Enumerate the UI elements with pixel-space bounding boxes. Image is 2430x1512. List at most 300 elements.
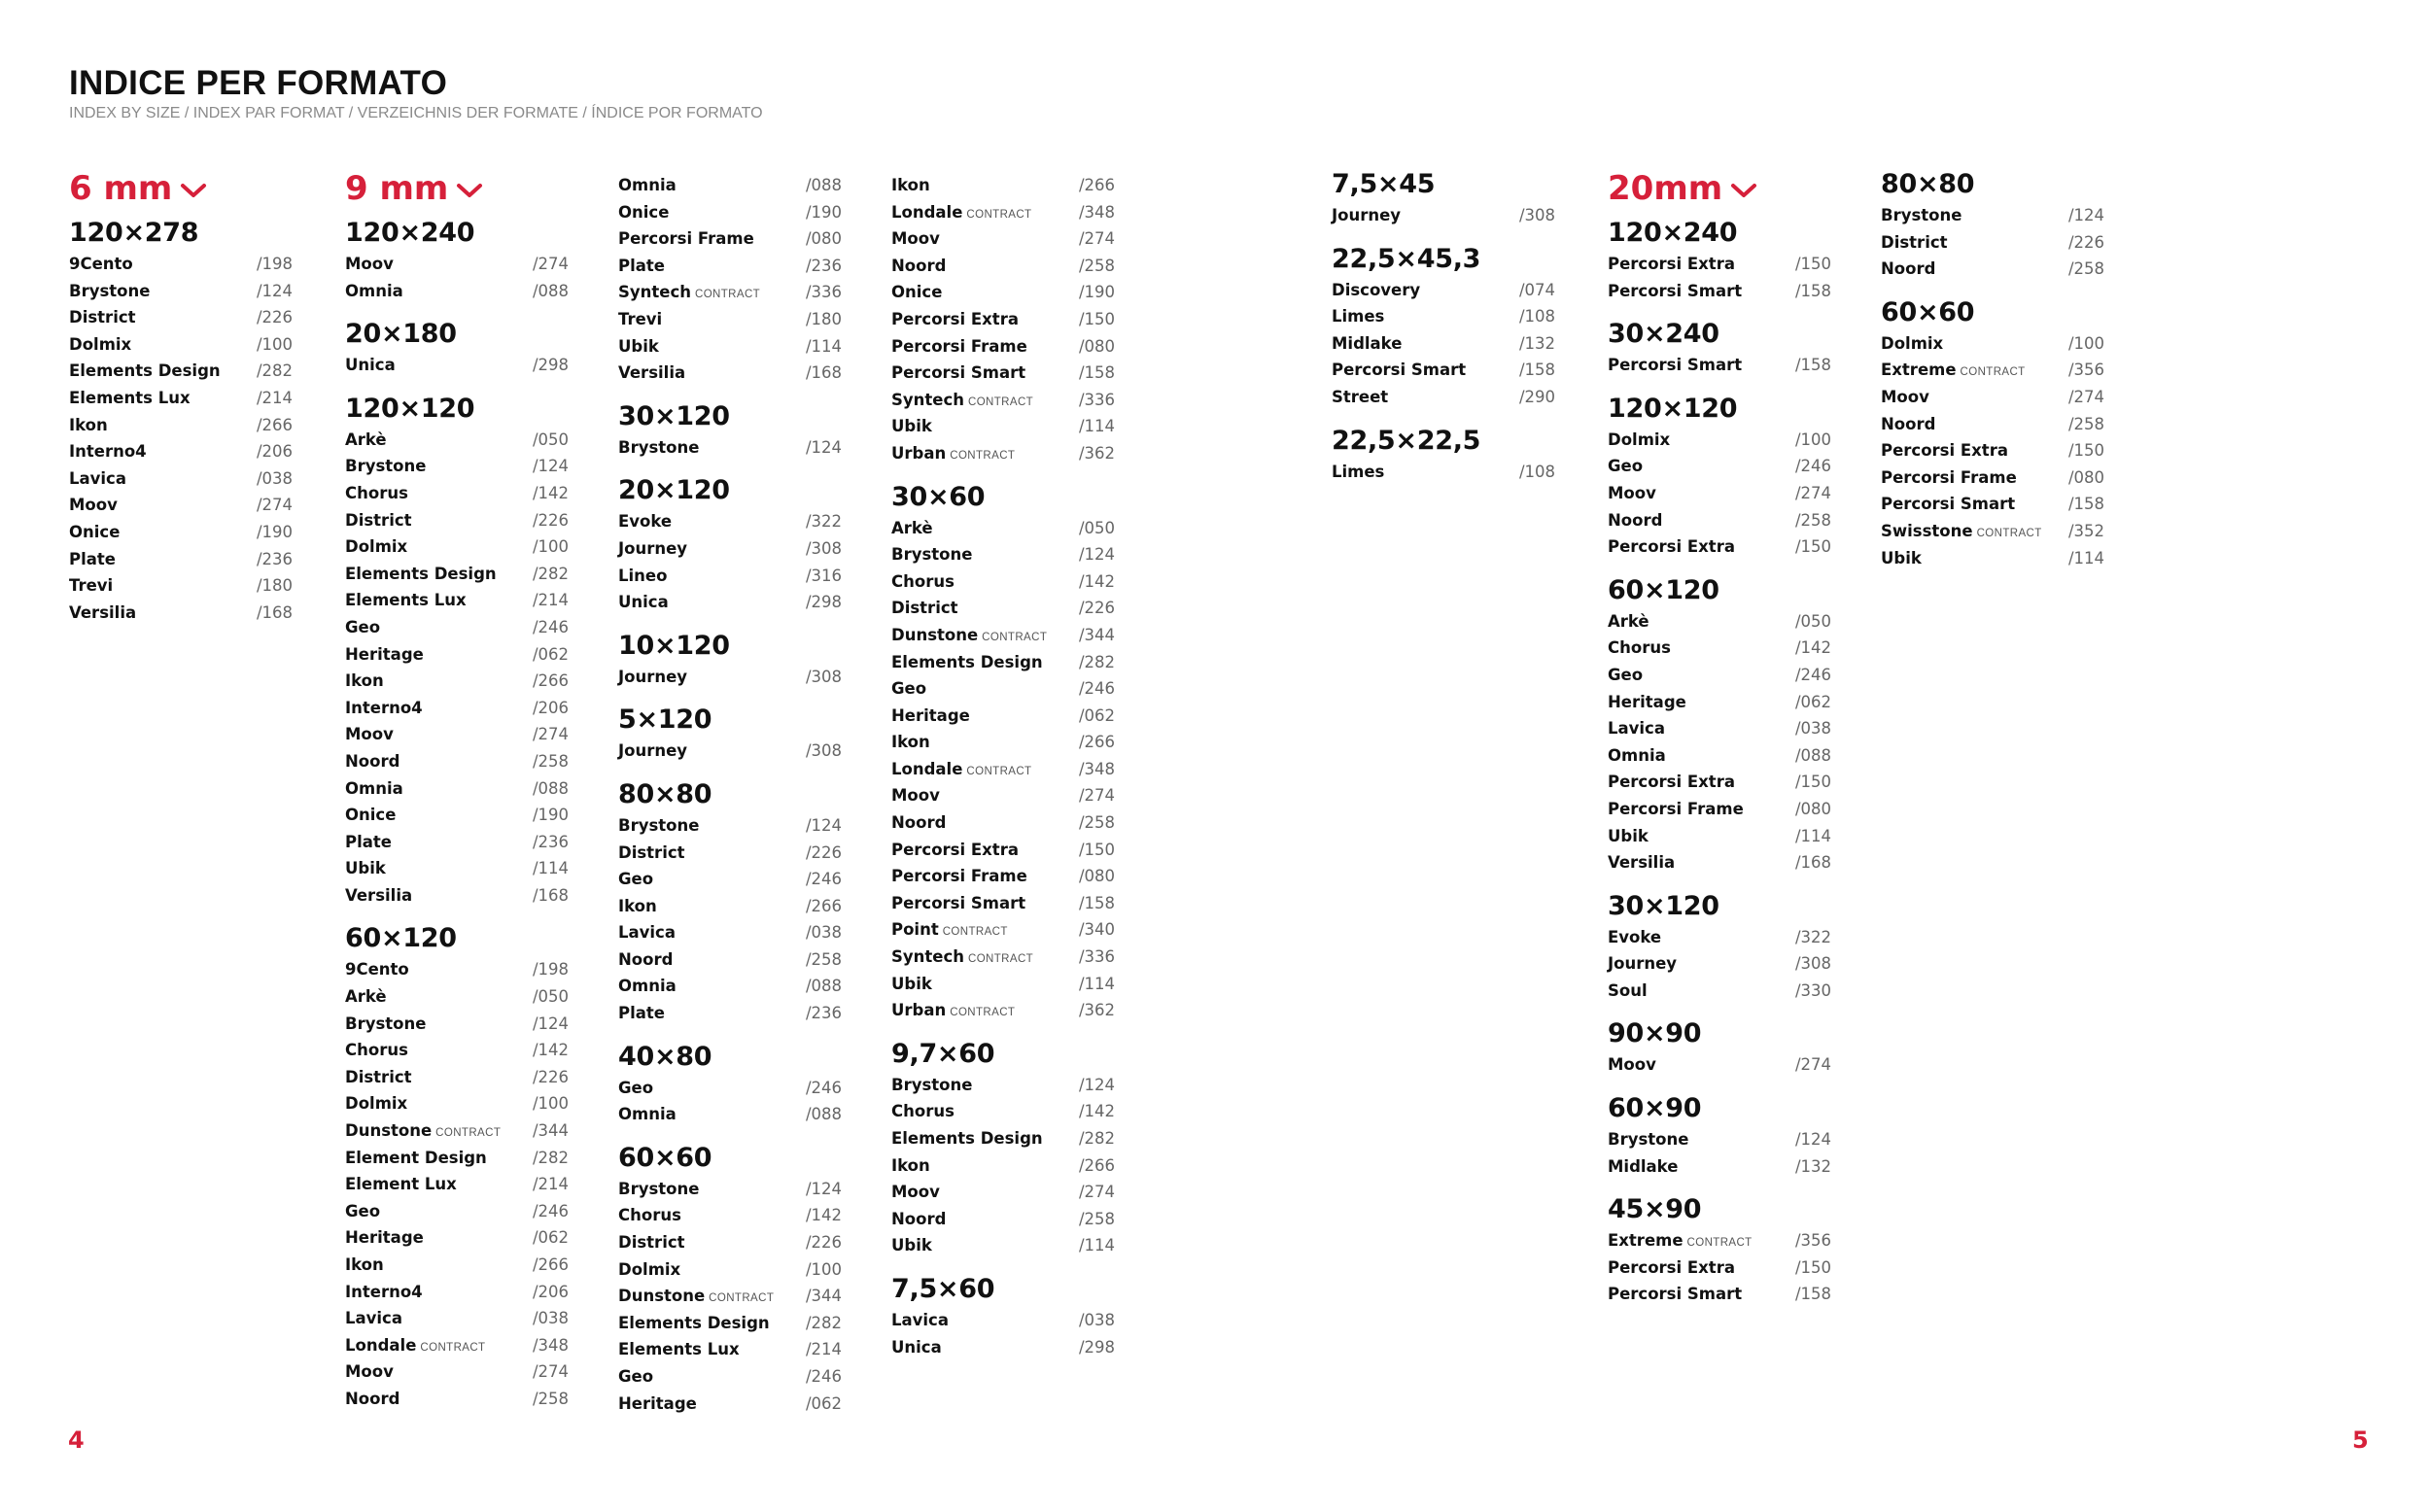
page-reference: /348 [1078, 202, 1115, 222]
collection-name-cell [891, 756, 1031, 786]
size-group [1881, 167, 2104, 283]
collection-name-cell [345, 1037, 408, 1064]
collection-name: Unica [618, 593, 669, 612]
contract-tag: CONTRACT [1976, 527, 2042, 539]
collection-name: District [618, 842, 685, 862]
page-reference: /080 [1078, 867, 1115, 886]
collection-name-cell [891, 675, 926, 703]
collection-name-cell [1608, 480, 1656, 507]
collection-name: Journey [1332, 206, 1402, 224]
collection-name: 9Cento [345, 960, 409, 979]
collection-name-cell [1608, 427, 1670, 454]
page-reference: /158 [1794, 281, 1831, 300]
size-group [891, 1272, 1115, 1360]
size-group [1608, 573, 1831, 876]
size-heading: 60×60 [618, 1142, 712, 1173]
index-entry [1332, 202, 1555, 229]
page-reference: /158 [1078, 893, 1115, 912]
collection-name: Brystone [891, 1075, 973, 1094]
index-entry [345, 668, 569, 695]
page-reference: /124 [256, 281, 293, 300]
collection-name-cell [891, 1125, 1043, 1152]
collection-name: Ubik [1881, 548, 1922, 567]
collection-name: Geo [345, 617, 381, 636]
collection-name: Soul [1608, 980, 1648, 1000]
index-entry [891, 916, 1115, 944]
collection-name: Arkè [345, 987, 387, 1007]
page-reference: /258 [1078, 1209, 1115, 1228]
collection-name: Geo [1608, 457, 1644, 476]
index-entry [345, 882, 569, 910]
index-entry [891, 360, 1115, 387]
page-reference: /226 [532, 1067, 569, 1086]
collection-name-cell [69, 278, 150, 305]
page-reference: /190 [532, 806, 569, 825]
size-heading: 10×120 [618, 630, 730, 661]
collection-name-cell [1608, 453, 1643, 480]
collection-name: Percorsi Frame [891, 336, 1027, 356]
collection-name-cell [345, 1305, 402, 1332]
size-group [345, 317, 569, 379]
page-reference: /088 [532, 281, 569, 300]
collection-name: Noord [1881, 259, 1936, 279]
collection-name: Percorsi Extra [1881, 441, 2008, 461]
page-reference: /206 [532, 1282, 569, 1301]
collection-name-cell [1608, 1126, 1688, 1153]
size-heading: 30×120 [1608, 890, 1719, 921]
index-entry [891, 1232, 1115, 1259]
collection-name: Ubik [891, 974, 932, 993]
collection-name: Versilia [69, 602, 137, 622]
page-reference: /080 [1794, 799, 1831, 818]
index-entry [618, 1101, 842, 1128]
index-entry [618, 172, 842, 199]
collection-name-cell [891, 199, 1031, 229]
size-heading: 60×90 [1608, 1093, 1702, 1124]
collection-name-cell [618, 1283, 774, 1313]
collection-name-cell [618, 1336, 740, 1363]
index-entry [1608, 278, 1831, 305]
page-reference: /206 [256, 442, 293, 462]
collection-name: Brystone [618, 815, 700, 835]
collection-name: Lavica [618, 923, 676, 943]
collection-name-cell [891, 333, 1027, 361]
size-group [69, 216, 293, 626]
collection-name: Elements Design [891, 1129, 1043, 1148]
collection-name-cell [618, 1391, 697, 1418]
index-entry [891, 971, 1115, 998]
collection-name: Chorus [345, 483, 408, 502]
collection-name-cell [891, 809, 946, 837]
collection-name: Dolmix [1881, 333, 1944, 353]
size-group [618, 172, 842, 387]
index-entry [345, 1117, 569, 1145]
collection-name: Omnia [345, 778, 403, 798]
collection-name-cell [69, 465, 126, 493]
contract-tag: CONTRACT [966, 208, 1032, 221]
page-reference: /258 [1794, 510, 1831, 530]
page-reference: /062 [532, 1228, 569, 1248]
collection-name: Versilia [618, 363, 686, 383]
collection-name: Londale [345, 1335, 417, 1355]
page-reference: /038 [1794, 719, 1831, 739]
collection-name-cell [891, 541, 972, 568]
size-heading: 5×120 [618, 704, 712, 736]
collection-name: Ikon [345, 1255, 384, 1274]
collection-name-cell [69, 492, 118, 519]
index-entry [618, 225, 842, 253]
page-reference: /266 [532, 1255, 569, 1274]
collection-name: Heritage [345, 644, 424, 664]
collection-name: Lavica [1608, 719, 1665, 739]
index-entry [1332, 357, 1555, 384]
collection-name-cell [891, 279, 942, 306]
contract-tag: CONTRACT [950, 1007, 1016, 1019]
collection-name-cell [1332, 330, 1402, 358]
index-entry [891, 1152, 1115, 1180]
page-reference: /100 [532, 1094, 569, 1114]
collection-name: Chorus [891, 1102, 955, 1121]
collection-name: Dolmix [69, 334, 132, 354]
size-group [891, 1037, 1115, 1259]
size-group [1332, 167, 1555, 229]
index-entry [1881, 518, 2104, 545]
collection-name-cell [345, 695, 423, 722]
index-entry [345, 1037, 569, 1064]
index-entry [1608, 1281, 1831, 1308]
index-entry [618, 973, 842, 1000]
collection-name: Percorsi Frame [618, 229, 754, 249]
collection-name: Plate [618, 256, 665, 275]
collection-name-cell [345, 1252, 384, 1279]
collection-name: Omnia [1608, 745, 1666, 765]
size-group [618, 777, 842, 1027]
page-reference: /180 [805, 309, 842, 328]
collection-name: Point [891, 920, 939, 940]
size-group [345, 392, 569, 910]
collection-name: Moov [891, 1183, 940, 1202]
page-reference: /142 [532, 1041, 569, 1060]
index-entry [1608, 507, 1831, 534]
index-entry [345, 533, 569, 561]
index-entry [345, 1252, 569, 1279]
collection-name-cell [891, 863, 1027, 890]
collection-name-cell [1881, 357, 2026, 387]
collection-name: Syntech [618, 283, 691, 302]
size-group [1608, 1192, 1831, 1308]
page-reference: /214 [256, 388, 293, 407]
collection-name: 9Cento [69, 255, 133, 273]
size-heading: 7,5×60 [891, 1273, 995, 1304]
collection-name: Extreme [1608, 1231, 1684, 1251]
index-entry [345, 1305, 569, 1332]
collection-name-cell [1881, 384, 1929, 411]
size-group [618, 1040, 842, 1128]
index-entry [618, 306, 842, 333]
index-entry [1608, 715, 1831, 742]
index-entry [1881, 437, 2104, 464]
index-entry [891, 595, 1115, 622]
index-entry [69, 492, 293, 519]
index-entry [69, 278, 293, 305]
collection-name: Moov [345, 725, 394, 744]
page-reference: /298 [532, 356, 569, 375]
collection-name-cell [1881, 545, 1922, 572]
index-entry [69, 385, 293, 412]
contract-tag: CONTRACT [420, 1341, 486, 1354]
page-reference: /124 [805, 1179, 842, 1198]
page-reference: /336 [1078, 390, 1115, 409]
collection-name: Elements Design [345, 564, 497, 583]
index-entry [618, 866, 842, 893]
collection-name-cell [1881, 330, 1943, 358]
page-reference: /340 [1078, 920, 1115, 940]
index-entry [1881, 411, 2104, 438]
index-entry [345, 453, 569, 480]
collection-name: Ikon [891, 733, 930, 752]
index-entry [618, 664, 842, 691]
index-entry [1608, 689, 1831, 716]
collection-name-cell [1332, 303, 1384, 330]
index-entry [345, 427, 569, 454]
index-entry [345, 956, 569, 983]
index-entry [618, 1075, 842, 1102]
page-reference: /246 [1794, 665, 1831, 684]
page-reference: /246 [805, 870, 842, 889]
size-heading: 20×180 [345, 319, 457, 350]
page-reference: /050 [1078, 518, 1115, 537]
page-reference: /226 [256, 308, 293, 327]
page-reference: /206 [532, 698, 569, 717]
collection-name: District [345, 1067, 412, 1086]
contract-tag: CONTRACT [695, 289, 761, 301]
index-entry [1608, 924, 1831, 951]
page-reference: /258 [2067, 414, 2104, 433]
collection-name-cell [1608, 823, 1649, 850]
index-entry [345, 1279, 569, 1306]
page-reference: /100 [1794, 430, 1831, 449]
collection-name: Geo [618, 1078, 654, 1097]
collection-name-cell [891, 172, 930, 199]
page-reference: /330 [1794, 980, 1831, 1000]
contract-tag: CONTRACT [1960, 366, 2026, 379]
collection-name-cell [1608, 1254, 1735, 1282]
size-heading: 60×60 [1881, 296, 1975, 327]
collection-name: Brystone [345, 457, 427, 476]
page-reference: /274 [532, 1362, 569, 1382]
index-entry [891, 387, 1115, 414]
collection-name-cell [345, 956, 409, 983]
collection-name-cell [1608, 352, 1742, 379]
index-column-7 [1881, 167, 2104, 584]
collection-name: District [891, 599, 958, 618]
collection-name: Noord [345, 751, 400, 771]
collection-name-cell [1332, 384, 1388, 411]
page-reference: /198 [256, 255, 293, 273]
page-title: INDICE PER FORMATO [69, 64, 448, 102]
index-entry [891, 997, 1115, 1024]
page-reference: /114 [1078, 1236, 1115, 1255]
collection-name-cell [618, 1000, 665, 1027]
collection-name-cell [618, 840, 685, 867]
index-entry [891, 756, 1115, 783]
page-reference: /322 [1794, 927, 1831, 946]
collection-name-cell [345, 748, 399, 775]
collection-name-cell [891, 729, 930, 756]
collection-name: Elements Design [618, 1313, 770, 1332]
page-reference: /226 [1078, 599, 1115, 618]
collection-name-cell [891, 568, 955, 596]
collection-name-cell [345, 1171, 457, 1198]
page-reference: /108 [1518, 462, 1555, 481]
page-reference: /258 [805, 949, 842, 969]
collection-name-cell [345, 1117, 501, 1148]
collection-name: Extreme [1881, 361, 1957, 380]
index-entry [345, 251, 569, 278]
collection-name-cell [618, 973, 677, 1000]
page-reference: /158 [2067, 495, 2104, 514]
size-group [1332, 242, 1555, 411]
page-reference: /150 [1794, 537, 1831, 557]
collection-name-cell [1881, 464, 2017, 492]
index-entry [618, 508, 842, 535]
collection-name-cell [1608, 742, 1666, 770]
collection-name: Chorus [345, 1041, 408, 1060]
collection-name: Percorsi Extra [1608, 1257, 1735, 1277]
index-entry [1332, 384, 1555, 411]
page-reference: /236 [256, 549, 293, 568]
collection-name-cell [1332, 202, 1401, 229]
collection-name-cell [891, 1206, 946, 1233]
contract-tag: CONTRACT [968, 395, 1034, 408]
index-column-3 [618, 172, 842, 1429]
index-entry [345, 802, 569, 829]
collection-name: Unica [891, 1337, 942, 1357]
chevron-down-icon [180, 182, 207, 199]
collection-name-cell [1608, 924, 1661, 951]
collection-name: Dolmix [1608, 430, 1671, 449]
page-reference: /356 [1794, 1231, 1831, 1251]
index-entry [618, 279, 842, 306]
page-reference: /236 [532, 832, 569, 851]
collection-name-cell [69, 600, 136, 627]
collection-name: Omnia [618, 176, 677, 194]
index-entry [891, 729, 1115, 756]
index-entry [345, 855, 569, 882]
index-entry [1881, 229, 2104, 257]
page-reference: /100 [805, 1259, 842, 1279]
index-entry [69, 331, 293, 359]
page-reference: /062 [532, 644, 569, 664]
page-reference: /308 [1794, 954, 1831, 974]
collection-name: Element Lux [345, 1175, 457, 1194]
collection-name: Ubik [345, 859, 386, 878]
page-reference: /274 [1078, 786, 1115, 806]
page-reference: /038 [256, 468, 293, 488]
page-reference: /168 [532, 885, 569, 905]
collection-name: Urban [891, 1001, 947, 1020]
collection-name: Dolmix [618, 1259, 681, 1279]
index-entry [618, 840, 842, 867]
collection-name-cell [1608, 715, 1665, 742]
index-entry [891, 225, 1115, 253]
collection-name: Geo [1608, 665, 1644, 684]
page-reference: /142 [805, 1206, 842, 1225]
index-entry [891, 622, 1115, 649]
index-entry [1881, 384, 2104, 411]
page-reference: /088 [1794, 745, 1831, 765]
index-entry [345, 775, 569, 803]
collection-name-cell [618, 1202, 681, 1229]
collection-name-cell [891, 997, 1015, 1027]
page-reference: /214 [532, 591, 569, 610]
collection-name-cell [345, 829, 392, 856]
contract-tag: CONTRACT [1686, 1237, 1753, 1250]
index-entry [345, 1358, 569, 1386]
collection-name-cell [891, 387, 1033, 417]
index-entry [1608, 533, 1831, 561]
collection-name: Journey [1608, 954, 1678, 974]
thickness-heading [1608, 167, 1831, 210]
collection-name-cell [618, 664, 687, 691]
collection-name-cell [345, 668, 384, 695]
collection-name-cell [891, 703, 970, 730]
collection-name: Interno4 [345, 1282, 423, 1301]
index-column-1 [69, 167, 293, 638]
collection-name-cell [618, 738, 687, 765]
page-reference: /080 [1078, 336, 1115, 356]
collection-name-cell [345, 1090, 407, 1117]
page-reference: /180 [256, 576, 293, 596]
collection-name-cell [69, 358, 221, 385]
index-entry [345, 1145, 569, 1172]
page-reference: /038 [805, 923, 842, 943]
index-entry [345, 983, 569, 1011]
collection-name: Ubik [891, 1236, 932, 1255]
collection-name: Ikon [891, 1155, 930, 1175]
collection-name: Ubik [891, 417, 932, 436]
page-number-left: 4 [68, 1426, 85, 1454]
page-reference: /168 [805, 363, 842, 383]
collection-name-cell [891, 1098, 955, 1125]
index-entry [618, 535, 842, 563]
collection-name: Ikon [345, 671, 384, 691]
index-entry [891, 649, 1115, 676]
collection-name: Percorsi Smart [1608, 1285, 1743, 1304]
collection-name: Lavica [345, 1309, 402, 1328]
collection-name-cell [618, 225, 754, 253]
collection-name-cell [345, 1011, 426, 1038]
collection-name: Dunstone [891, 625, 979, 644]
collection-name-cell [345, 1332, 485, 1362]
page-reference: /298 [1078, 1337, 1115, 1357]
size-group [618, 399, 842, 462]
collection-name-cell [618, 253, 665, 280]
page-reference: /168 [1794, 853, 1831, 873]
collection-name-cell [345, 453, 426, 480]
collection-name: Brystone [891, 545, 973, 565]
collection-name: Noord [1881, 414, 1936, 433]
collection-name: Brystone [1608, 1130, 1689, 1150]
page-reference: /142 [1078, 571, 1115, 591]
index-entry [891, 1206, 1115, 1233]
page-reference: /246 [532, 617, 569, 636]
index-entry [69, 412, 293, 439]
collection-name: Ikon [618, 896, 657, 915]
index-entry [345, 561, 569, 588]
index-entry [1608, 352, 1831, 379]
page-reference: /038 [1078, 1310, 1115, 1329]
